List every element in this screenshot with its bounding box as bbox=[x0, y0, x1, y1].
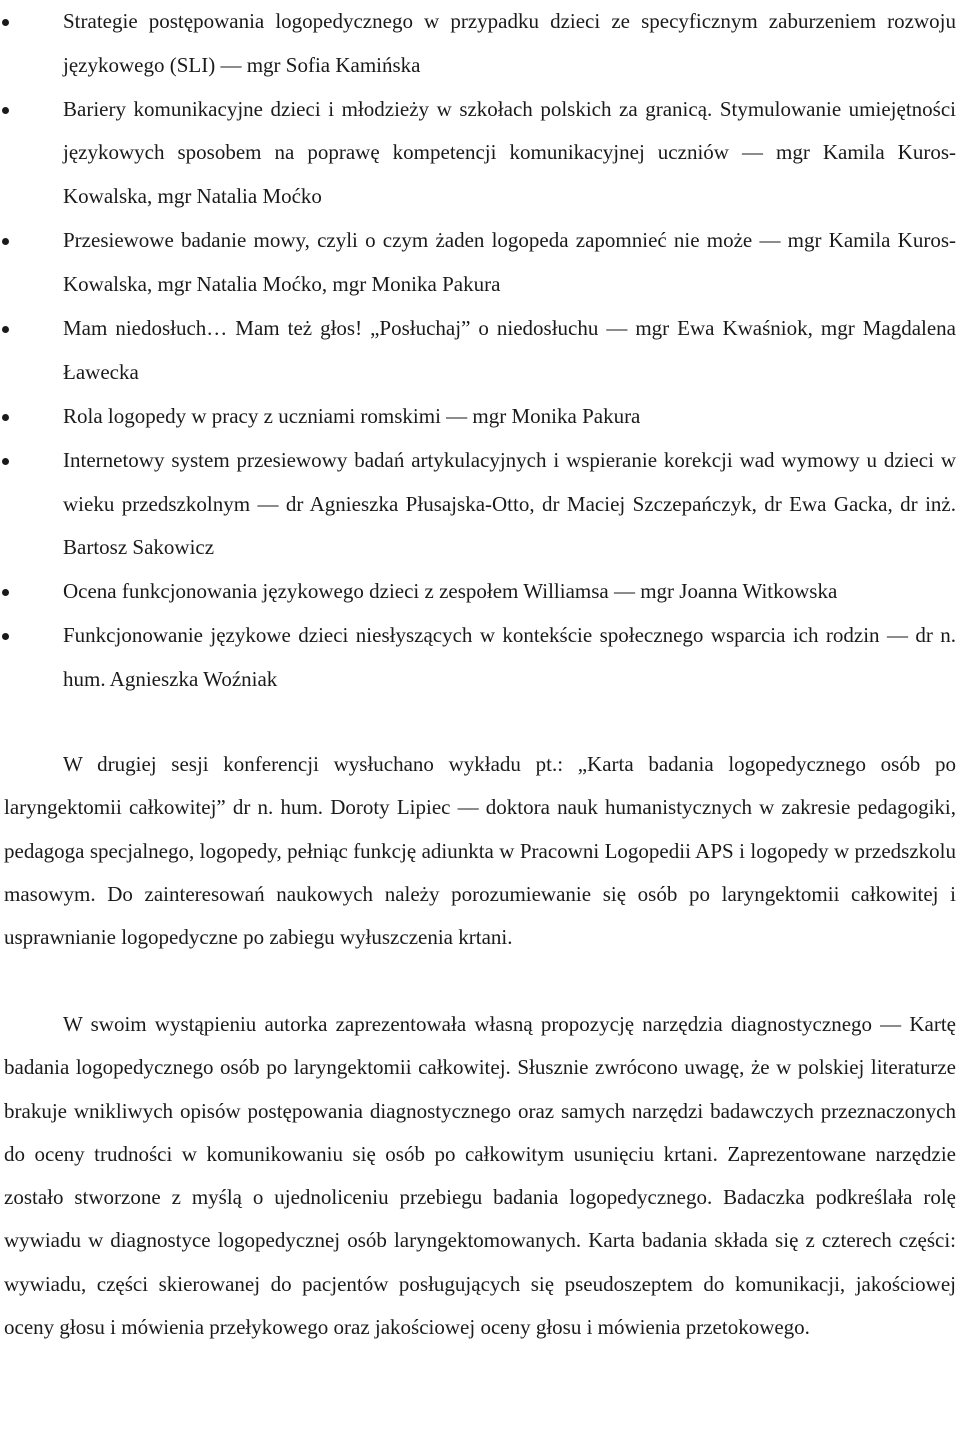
list-item-text: Internetowy system przesiewowy badań artykulacyjnych i wspieranie korekcji wad wymowy u dzieci w wieku przedszkolnym — dr Agnieszka Płusajska-Otto, dr Maciej Szczepańczyk, dr Ewa Gacka, dr inż. Bartosz Sakowicz bbox=[63, 447, 956, 560]
list-item-text: Przesiewowe badanie mowy, czyli o czym żaden logopeda zapomnieć nie może — mgr Kamila Kuros-Kowalska, mgr Natalia Moćko, mgr Monika Pakura bbox=[63, 228, 956, 296]
paragraph-presentation bbox=[4, 1003, 956, 1349]
bullet-icon bbox=[2, 589, 9, 596]
list-item-text: Bariery komunikacyjne dzieci i młodzieży w szkołach polskich za granicą. Stymulowanie umiejętności językowych sposobem na poprawę kompetencji komunikacyjnej uczniów — mgr Kamila Kuros-Kowalska, mgr Natalia Moćko bbox=[63, 96, 956, 208]
bullet-icon bbox=[2, 633, 9, 640]
bullet-icon bbox=[2, 414, 9, 421]
list-item bbox=[0, 219, 960, 306]
list-item-text: Rola logopedy w pracy z uczniami romskimi — mgr Monika Pakura bbox=[63, 403, 641, 428]
bullet-icon bbox=[2, 326, 9, 333]
list-item bbox=[0, 0, 960, 87]
bullet-icon bbox=[2, 107, 9, 114]
list-item-text: Mam niedosłuch… Mam też głos! „Posłuchaj” o niedosłuchu — mgr Ewa Kwaśniok, mgr Magdalena Ławecka bbox=[63, 315, 956, 384]
list-item bbox=[0, 439, 960, 570]
bullet-icon bbox=[2, 238, 9, 245]
talk-list bbox=[0, 0, 960, 702]
bullet-icon bbox=[2, 458, 9, 465]
list-item-text: Funkcjonowanie językowe dzieci niesłyszących w kontekście społecznego wsparcia ich rodzin — dr n. hum. Agnieszka Woźniak bbox=[63, 623, 956, 692]
paragraph-second-session bbox=[4, 743, 956, 959]
list-item-text: Ocena funkcjonowania językowego dzieci z zespołem Williamsa — mgr Joanna Witkowska bbox=[63, 579, 838, 604]
list-item bbox=[0, 614, 960, 701]
list-item bbox=[0, 395, 960, 439]
list-item bbox=[0, 88, 960, 219]
paragraph-text: W drugiej sesji konferencji wysłuchano wykładu pt.: „Karta badania logopedycznego osób po laryngektomii całkowitej” dr n. hum. Doroty Lipiec — doktora nauk humanistycznych w zakresie pedagogiki, pedagoga specjalnego, logopedy, pełniąc funkcję adiunkta w Pracowni Logopedii APS i logopedy w przedszkolu masowym. Do zainteresowań naukowych należy porozumiewanie się osób po laryngektomii całkowitej i usprawnianie logopedyczne po zabiegu wyłuszczenia krtani. bbox=[4, 752, 956, 950]
paragraph-text: W swoim wystąpieniu autorka zaprezentowała własną propozycję narzędzia diagnostycznego — Kartę badania logopedycznego osób po laryngektomii całkowitej. Słusznie zwrócono uwagę, że w polskiej literaturze brakuje wnikliwych opisów postępowania diagnostycznego oraz samych narzędzi badawczych przeznaczonych do oceny trudności w komunikowaniu się osób po całkowitym usunięciu krtani. Zaprezentowane narzędzie zostało stworzone z myślą o ujednoliceniu przebiegu badania logopedycznego. Badaczka podkreślała rolę wywiadu w diagnostyce logopedycznej osób laryngektomowanych. Karta badania składa się z czterech części: wywiadu, części skierowanej do pacjentów posługujących się pseudoszeptem do komunikacji, jakościowej oceny głosu i mówienia przełykowego oraz jakościowej oceny głosu i mówienia przetokowego. bbox=[4, 1012, 956, 1340]
list-item-text: Strategie postępowania logopedycznego w przypadku dzieci ze specyficznym zaburzeniem rozwoju językowego (SLI) — mgr Sofia Kamińska bbox=[63, 9, 956, 77]
list-item bbox=[0, 570, 960, 614]
bullet-icon bbox=[2, 19, 9, 26]
list-item bbox=[0, 307, 960, 394]
